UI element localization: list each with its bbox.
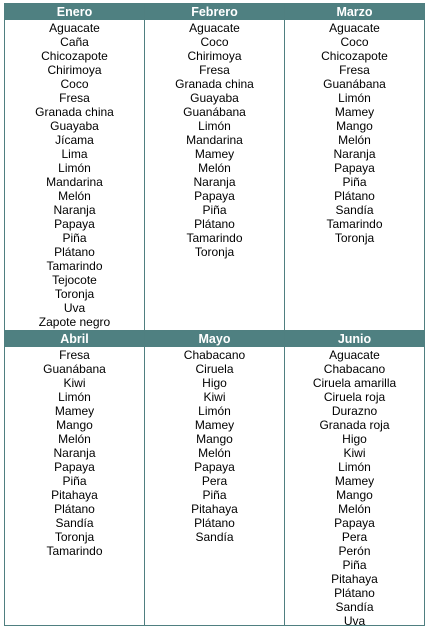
fruit-item: Higo (202, 376, 227, 390)
fruit-item: Perón (338, 544, 371, 558)
fruit-item: Fresa (59, 91, 90, 105)
month-header: Junio (285, 331, 424, 347)
fruit-item: Pitahaya (191, 502, 238, 516)
fruit-item: Aguacate (49, 21, 100, 35)
fruit-item: Chabacano (323, 362, 386, 376)
fruit-item: Guanábana (43, 362, 106, 376)
fruit-item: Kiwi (343, 446, 366, 460)
fruit-item: Lima (61, 147, 88, 161)
fruit-list (285, 347, 424, 628)
fruit-item: Pitahaya (331, 572, 378, 586)
fruit-item: Higo (342, 432, 367, 446)
fruit-item: Sandía (195, 530, 234, 544)
month-column-febrero (145, 4, 285, 331)
fruit-item: Plátano (334, 586, 375, 600)
fruit-item: Kiwi (63, 376, 86, 390)
fruit-item: Mamey (194, 418, 235, 432)
fruit-item: Mamey (334, 105, 375, 119)
month-column-abril (5, 331, 145, 626)
fruit-item: Mandarina (46, 175, 103, 189)
month-header: Marzo (285, 4, 424, 20)
fruit-item: Mango (56, 418, 93, 432)
fruit-item: Uva (63, 301, 86, 315)
fruit-item: Tejocote (52, 273, 97, 287)
fruit-item: Plátano (194, 217, 235, 231)
fruit-item: Toronja (334, 231, 375, 245)
fruit-item: Limón (198, 119, 231, 133)
seasonal-fruit-table (4, 3, 425, 626)
fruit-item: Uva (343, 614, 366, 628)
fruit-item: Pitahaya (51, 488, 98, 502)
fruit-item: Limón (338, 91, 371, 105)
fruit-item: Mango (336, 119, 373, 133)
fruit-item: Plátano (334, 189, 375, 203)
fruit-item: Mango (336, 488, 373, 502)
fruit-item: Fresa (339, 63, 370, 77)
fruit-item: Papaya (334, 516, 375, 530)
fruit-item: Limón (198, 404, 231, 418)
fruit-item: Papaya (334, 161, 375, 175)
fruit-item: Aguacate (189, 21, 240, 35)
fruit-list (145, 20, 284, 259)
fruit-item: Guayaba (50, 119, 99, 133)
fruit-item: Melón (198, 446, 231, 460)
month-header: Febrero (145, 4, 284, 20)
fruit-item: Chabacano (183, 348, 246, 362)
fruit-item: Naranja (53, 203, 96, 217)
fruit-item: Coco (340, 35, 369, 49)
fruit-item: Tamarindo (46, 259, 103, 273)
fruit-item: Ciruela roja (323, 390, 386, 404)
fruit-item: Plátano (54, 245, 95, 259)
fruit-item: Naranja (333, 147, 376, 161)
fruit-item: Fresa (199, 63, 230, 77)
fruit-item: Sandía (335, 600, 374, 614)
fruit-item: Ciruela (195, 362, 234, 376)
fruit-item: Plátano (54, 502, 95, 516)
fruit-list (5, 347, 144, 558)
fruit-item: Melón (198, 161, 231, 175)
fruit-item: Chicozapote (321, 49, 388, 63)
fruit-item: Guanábana (183, 105, 246, 119)
fruit-item: Pera (341, 530, 368, 544)
section-top (5, 4, 425, 331)
fruit-item: Piña (342, 558, 367, 572)
fruit-item: Papaya (194, 460, 235, 474)
fruit-item: Granada china (35, 105, 114, 119)
fruit-item: Piña (202, 488, 227, 502)
fruit-item: Papaya (194, 189, 235, 203)
fruit-item: Sandía (335, 203, 374, 217)
month-header: Enero (5, 4, 144, 20)
fruit-item: Guanábana (323, 77, 386, 91)
fruit-item: Piña (342, 175, 367, 189)
fruit-list (285, 20, 424, 245)
fruit-list (5, 20, 144, 329)
fruit-item: Toronja (54, 287, 95, 301)
fruit-item: Aguacate (329, 348, 380, 362)
fruit-item: Chirimoya (187, 49, 242, 63)
fruit-item: Melón (58, 432, 91, 446)
fruit-item: Fresa (59, 348, 90, 362)
fruit-item: Jícama (55, 133, 94, 147)
fruit-item: Piña (62, 231, 87, 245)
fruit-item: Melón (58, 189, 91, 203)
fruit-item: Caña (60, 35, 89, 49)
fruit-list (145, 347, 284, 544)
fruit-item: Coco (200, 35, 229, 49)
fruit-item: Aguacate (329, 21, 380, 35)
fruit-item: Papaya (54, 460, 95, 474)
section-bottom (5, 331, 425, 626)
fruit-item: Kiwi (203, 390, 226, 404)
fruit-item: Plátano (194, 516, 235, 530)
fruit-item: Granada china (175, 77, 254, 91)
fruit-item: Melón (338, 502, 371, 516)
fruit-item: Mamey (54, 404, 95, 418)
month-column-junio (285, 331, 425, 626)
fruit-item: Tamarindo (186, 231, 243, 245)
fruit-item: Mamey (194, 147, 235, 161)
month-column-mayo (145, 331, 285, 626)
fruit-item: Piña (202, 203, 227, 217)
fruit-item: Naranja (53, 446, 96, 460)
fruit-item: Zapote negro (38, 315, 111, 329)
fruit-item: Tamarindo (326, 217, 383, 231)
fruit-item: Toronja (194, 245, 235, 259)
fruit-item: Mamey (334, 474, 375, 488)
fruit-item: Papaya (54, 217, 95, 231)
fruit-item: Coco (60, 77, 89, 91)
fruit-item: Pera (201, 474, 228, 488)
fruit-item: Sandía (55, 516, 94, 530)
fruit-item: Limón (58, 390, 91, 404)
fruit-item: Durazno (331, 404, 378, 418)
month-column-marzo (285, 4, 425, 331)
fruit-item: Ciruela amarilla (312, 376, 397, 390)
month-header: Abril (5, 331, 144, 347)
fruit-item: Toronja (54, 530, 95, 544)
fruit-item: Granada roja (319, 418, 390, 432)
fruit-item: Mango (196, 432, 233, 446)
month-column-enero (5, 4, 145, 331)
fruit-item: Limón (338, 460, 371, 474)
fruit-item: Naranja (193, 175, 236, 189)
fruit-item: Tamarindo (46, 544, 103, 558)
fruit-item: Chirimoya (47, 63, 102, 77)
month-header: Mayo (145, 331, 284, 347)
fruit-item: Mandarina (186, 133, 243, 147)
fruit-item: Melón (338, 133, 371, 147)
fruit-item: Chicozapote (41, 49, 108, 63)
fruit-item: Guayaba (190, 91, 239, 105)
fruit-item: Limón (58, 161, 91, 175)
fruit-item: Piña (62, 474, 87, 488)
